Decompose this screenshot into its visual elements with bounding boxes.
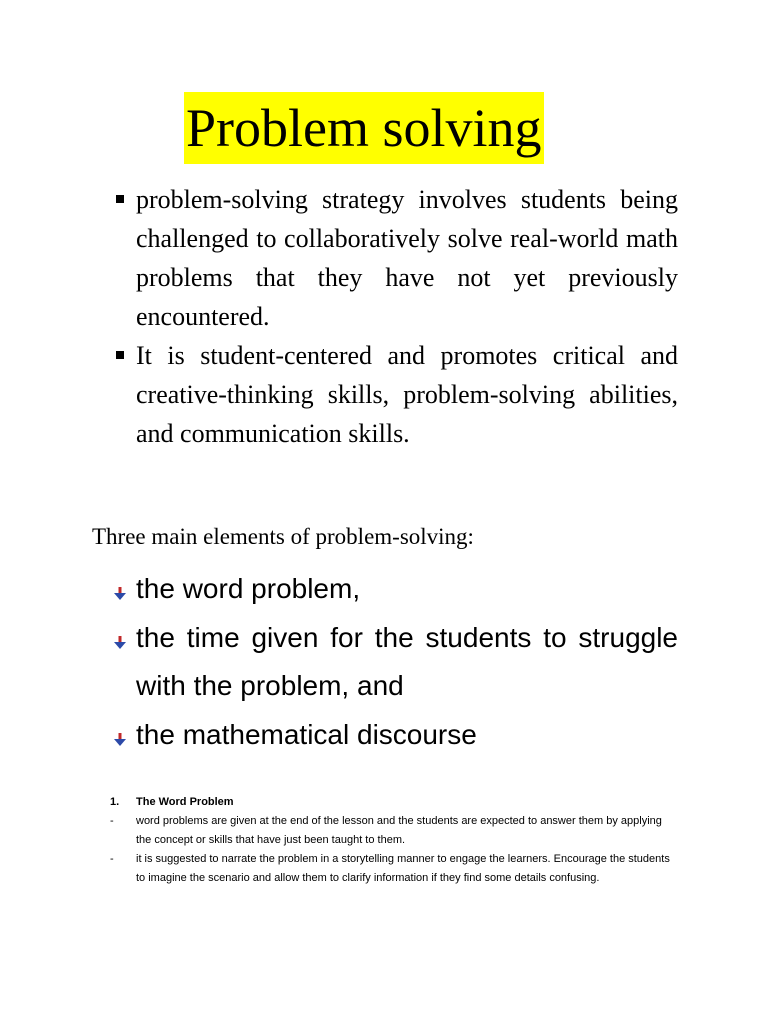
page-title: Problem solving xyxy=(186,98,542,158)
elements-list-item xyxy=(110,614,678,711)
dash-bullet: - xyxy=(110,815,114,827)
elements-heading: Three main elements of problem-solving: xyxy=(92,524,474,549)
dash-bullet: - xyxy=(110,853,114,865)
section-number: 1. xyxy=(110,796,120,808)
elements-list-item xyxy=(110,565,678,614)
intro-list-item xyxy=(110,180,678,336)
element-text: the mathematical discourse xyxy=(136,718,477,750)
intro-list-item xyxy=(110,336,678,453)
square-bullet-icon xyxy=(116,195,124,203)
down-arrow-bullet-icon xyxy=(114,733,126,747)
elements-list-item xyxy=(110,711,678,760)
section-list-item xyxy=(110,812,680,850)
down-arrow-bullet-icon xyxy=(114,587,126,601)
section-list-item xyxy=(110,850,680,888)
section-title: The Word Problem xyxy=(136,796,234,808)
element-text: the time given for the students to struggle with the problem, and xyxy=(136,621,678,701)
intro-list xyxy=(110,180,678,453)
section-heading xyxy=(110,793,680,812)
intro-point-text: It is student-centered and promotes critical and creative-thinking skills, problem-solving abilities, and communication skills. xyxy=(136,341,678,448)
element-text: the word problem, xyxy=(136,573,361,604)
down-arrow-bullet-icon xyxy=(114,636,126,650)
intro-point-text: problem-solving strategy involves students being challenged to collaboratively solve real-world math problems that they have not yet previously encountered. xyxy=(136,185,678,331)
section-point-text: it is suggested to narrate the problem in a storytelling manner to engage the learners. Encourage the students to imagine the scenario and allow them to clarify information if they find some details confusing. xyxy=(136,853,670,884)
word-problem-section xyxy=(110,793,680,888)
square-bullet-icon xyxy=(116,351,124,359)
title-highlight xyxy=(184,92,544,164)
section-point-text: word problems are given at the end of the lesson and the students are expected to answer them by applying the concept or skills that have just been taught to them. xyxy=(136,815,662,846)
elements-list xyxy=(110,565,678,759)
